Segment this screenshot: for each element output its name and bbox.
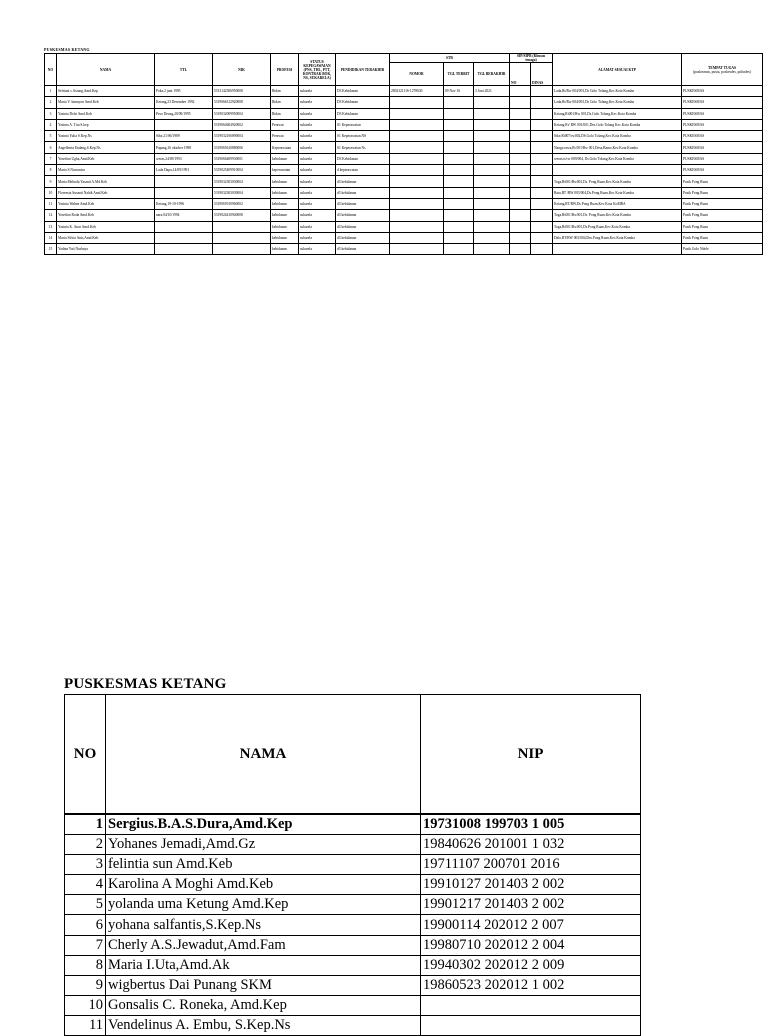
table-row: [65, 995, 641, 1015]
header-ttl: TTL: [155, 54, 213, 86]
table-row: [45, 153, 763, 164]
cell-profesi: Perawat: [271, 119, 299, 130]
header-tempat-sub: (puskesmas, pustu, poskesdes, polindes): [693, 69, 751, 74]
cell-sip-no: [510, 131, 531, 142]
cell-str-nomor: [390, 97, 444, 108]
cell-str-nomor: [390, 221, 444, 232]
cell-no: 11: [45, 198, 57, 209]
cell-ttl: [155, 244, 213, 255]
cell-nik: 5319024410940008: [213, 210, 271, 221]
header-alamat: ALAMAT SESUAI KTP: [553, 54, 682, 86]
cell-str-nomor: [390, 131, 444, 142]
cell-profesi: kebidanan: [271, 176, 299, 187]
cell-ttl: [155, 232, 213, 243]
cell-alamat: Lada,Rt/Rw 004/001,Ds Golo Tolang,Kec.Kota Komba: [553, 86, 682, 97]
cell-sip-dinas: [531, 153, 553, 164]
cell-status: sukarela: [299, 221, 336, 232]
cell-nama: Maria I.Uta,Amd.Ak: [106, 955, 421, 975]
header-nik: NIK: [213, 54, 271, 86]
cell-status: sukarela: [299, 153, 336, 164]
table-row: [65, 835, 641, 855]
cell-profesi: Bidan: [271, 97, 299, 108]
cell-pendidikan: d3 kebidanan: [336, 221, 390, 232]
cell-nip: [421, 995, 641, 1015]
cell-nip: 19910127 201403 2 002: [421, 875, 641, 895]
cell-str-berakhir: [474, 131, 510, 142]
cell-nip: 19711107 200701 2016: [421, 855, 641, 875]
cell-profesi: kebidanan: [271, 232, 299, 243]
table-row: [65, 875, 641, 895]
cell-pendidikan: d3 kebidanan: [336, 187, 390, 198]
cell-nama: Yasinta Delsi Amd.Keb: [57, 108, 155, 119]
cell-nama: Vendelinus A. Embu, S.Kep.Ns: [106, 1015, 421, 1035]
table-row: [45, 221, 763, 232]
cell-ttl: [155, 187, 213, 198]
cell-ttl: Ketang,19-10-1996: [155, 198, 213, 209]
cell-nip: 19731008 199703 1 005: [421, 814, 641, 835]
table-row: [45, 187, 763, 198]
cell-str-berakhir: [474, 176, 510, 187]
cell-nik: 5319065910960002: [213, 198, 271, 209]
cell-ttl: Lada Dapu,14/09/1991: [155, 165, 213, 176]
cell-str-berakhir: [474, 198, 510, 209]
cell-status: sukarela: [299, 176, 336, 187]
cell-profesi: kebidanan: [271, 187, 299, 198]
cell-nama: Yadina Yati Nurhaya: [57, 244, 155, 255]
cell-nik: [213, 244, 271, 255]
cell-no: 11: [65, 1015, 106, 1035]
cell-str-nomor: [390, 165, 444, 176]
cell-str-berakhir: [474, 153, 510, 164]
cell-sip-dinas: [531, 232, 553, 243]
cell-str-terbit: [444, 97, 474, 108]
cell-no: 15: [45, 244, 57, 255]
cell-nik: 5319032303030004: [213, 187, 271, 198]
cell-tempat: Pustk Pong Ruan: [682, 176, 763, 187]
cell-nama: yohana salfantis,S.Kep.Ns: [106, 915, 421, 935]
cell-str-terbit: [444, 165, 474, 176]
header-no: NO: [45, 54, 57, 86]
cell-pendidikan: D3 Kebidanan: [336, 108, 390, 119]
cell-str-nomor: 2802321116-1278630: [390, 86, 444, 97]
cell-no: 2: [65, 835, 106, 855]
cell-sip-no: [510, 119, 531, 130]
cell-str-nomor: [390, 232, 444, 243]
cell-sip-no: [510, 187, 531, 198]
cell-nip: 19980710 202012 2 004: [421, 935, 641, 955]
header-sip-no: NO: [510, 63, 531, 86]
cell-str-nomor: [390, 187, 444, 198]
cell-sip-dinas: [531, 142, 553, 153]
cell-no: 4: [65, 875, 106, 895]
cell-alamat: Nanga rawa,Rt 001/Rw 001,Desa,Bamo,Kec.Kota Komba: [553, 142, 682, 153]
cell-sip-no: [510, 210, 531, 221]
table-row: [65, 935, 641, 955]
cell-status: sukarela: [299, 198, 336, 209]
cell-profesi: kebidanan: [271, 198, 299, 209]
cell-profesi: kebidanan: [271, 244, 299, 255]
cell-alamat: Dalo,RT/RW 003/004,Des.Pong Ruan,Kec.Kota Komba: [553, 232, 682, 243]
cell-str-nomor: [390, 142, 444, 153]
cell-str-terbit: [444, 176, 474, 187]
cell-nip: [421, 1015, 641, 1035]
cell-sip-no: [510, 244, 531, 255]
cell-tempat: Pustk Pong Ruan: [682, 187, 763, 198]
cell-str-berakhir: [474, 210, 510, 221]
cell-alamat: Lada,Rt/Rw 004/001,Ds Golo Tolang,Kec.Kota Komba: [553, 97, 682, 108]
cell-sip-dinas: [531, 244, 553, 255]
table-row: [45, 210, 763, 221]
cell-nama: Yasinta Wahen Amd.Keb: [57, 198, 155, 209]
cell-no: 8: [65, 955, 106, 975]
cell-no: 5: [45, 131, 57, 142]
cell-ttl: nara,04/10/1994: [155, 210, 213, 221]
cell-str-nomor: [390, 153, 444, 164]
header-sip: SIP/SIPB (Khusus tenaga): [510, 54, 553, 63]
cell-str-berakhir: [474, 244, 510, 255]
cell-nip: 19901217 201403 2 002: [421, 895, 641, 915]
cell-profesi: Bidan: [271, 86, 299, 97]
cell-sip-no: [510, 153, 531, 164]
cell-status: sukarela: [299, 187, 336, 198]
table-row: [45, 198, 763, 209]
header-sip-dinas: DINAS: [531, 63, 553, 86]
cell-pendidikan: d3 kebidanan: [336, 176, 390, 187]
cell-no: 1: [45, 86, 57, 97]
cell-nik: 5313142306950008: [213, 86, 271, 97]
cell-nama: Angelberta Endang,S.Kep.Ns: [57, 142, 155, 153]
cell-nik: 5319032303030004: [213, 176, 271, 187]
cell-nama: felintia sun Amd.Keb: [106, 855, 421, 875]
cell-sip-no: [510, 142, 531, 153]
table-row: [45, 131, 763, 142]
cell-sip-dinas: [531, 131, 553, 142]
cell-str-nomor: [390, 198, 444, 209]
cell-str-berakhir: 3 Juni 2021: [474, 86, 510, 97]
table-row: [65, 955, 641, 975]
cell-status: sukarela: [299, 131, 336, 142]
staff-nip-rows: [65, 814, 641, 1036]
cell-nama: Maria S.Nawuntru: [57, 165, 155, 176]
cell-alamat: [553, 165, 682, 176]
cell-nik: 5319025409910004: [213, 165, 271, 176]
cell-ttl: [155, 221, 213, 232]
cell-pendidikan: d3 kebidanan: [336, 198, 390, 209]
cell-pendidikan: S1 Keperawatan.NS: [336, 131, 390, 142]
cell-nik: 5319064604920002: [213, 119, 271, 130]
cell-tempat: PUSKESMAS: [682, 108, 763, 119]
cell-nik: 5319032009950004: [213, 108, 271, 119]
cell-profesi: keperawatan: [271, 165, 299, 176]
table-row: [45, 176, 763, 187]
cell-no: 4: [45, 119, 57, 130]
cell-str-nomor: [390, 119, 444, 130]
cell-no: 3: [65, 855, 106, 875]
cell-pendidikan: d3 kebidanan: [336, 232, 390, 243]
cell-sip-dinas: [531, 119, 553, 130]
cell-sip-no: [510, 165, 531, 176]
cell-tempat: PUSKESMAS: [682, 86, 763, 97]
cell-profesi: Keperawatan: [271, 142, 299, 153]
cell-ttl: Sike,21/06/1989: [155, 131, 213, 142]
cell-nama: Maria V. Iamayon Amd.Keb: [57, 97, 155, 108]
cell-no: 2: [45, 97, 57, 108]
cell-nama: Yohanes Jemadi,Amd.Gz: [106, 835, 421, 855]
cell-no: 7: [45, 153, 57, 164]
cell-nama: Yasinta Yulia S.Kep.Ns: [57, 131, 155, 142]
cell-str-berakhir: [474, 221, 510, 232]
table-row: [45, 97, 763, 108]
cell-alamat: Toga,Rt001/Rw001,Ds. Pong Ruan,Kec.Kota Komba: [553, 210, 682, 221]
cell-pendidikan: S1 Keperawatan Ns: [336, 142, 390, 153]
cell-nama: Yasinta K. Anur Amd.Keb: [57, 221, 155, 232]
cell-no: 10: [65, 995, 106, 1015]
cell-tempat: Pustk Golo Ndele: [682, 244, 763, 255]
cell-sip-dinas: [531, 86, 553, 97]
cell-str-berakhir: [474, 108, 510, 119]
cell-str-terbit: [444, 221, 474, 232]
cell-nama: wigbertus Dai Punang SKM: [106, 975, 421, 995]
table-row: [65, 915, 641, 935]
cell-alamat: Toga,Rt001/Rw001,Ds. Pong Ruan,Kec.Kota Komba: [553, 176, 682, 187]
header-str: STR: [390, 54, 510, 63]
cell-nik: 5319066312920008: [213, 97, 271, 108]
cell-profesi: Bidan: [271, 108, 299, 119]
cell-nama: Yosefina Roda Amd.Keb: [57, 210, 155, 221]
bottom-sheet: [64, 674, 644, 1036]
cell-str-nomor: [390, 210, 444, 221]
cell-alamat: Sike,Rt007/rw002,DS.Golo Tolang,Kec.Kota Komba: [553, 131, 682, 142]
cell-sip-dinas: [531, 210, 553, 221]
cell-str-berakhir: [474, 232, 510, 243]
cell-no: 3: [45, 108, 57, 119]
cell-sip-no: [510, 176, 531, 187]
cell-str-terbit: [444, 131, 474, 142]
cell-status: sukarela: [299, 210, 336, 221]
cell-no: 6: [65, 915, 106, 935]
cell-sip-no: [510, 221, 531, 232]
cell-status: sukarela: [299, 165, 336, 176]
cell-str-berakhir: [474, 165, 510, 176]
cell-str-terbit: [444, 187, 474, 198]
table-row: [45, 86, 763, 97]
cell-tempat: PUSKESMAS: [682, 153, 763, 164]
table-row: [65, 975, 641, 995]
table-row: [65, 814, 641, 835]
cell-str-nomor: [390, 176, 444, 187]
cell-pendidikan: D3 Kebidanan: [336, 97, 390, 108]
cell-str-terbit: [444, 119, 474, 130]
cell-nik: 5319066409930001: [213, 153, 271, 164]
cell-nama: Karolina A Moghi Amd.Keb: [106, 875, 421, 895]
cell-status: sukarela: [299, 97, 336, 108]
header-str-nomor: NOMOR: [390, 63, 444, 86]
cell-profesi: kebidanan: [271, 153, 299, 164]
top-sheet-title: PUSKESMAS KETANG: [44, 47, 90, 52]
cell-profesi: Perawat: [271, 131, 299, 142]
cell-no: 14: [45, 232, 57, 243]
cell-sip-dinas: [531, 198, 553, 209]
cell-str-nomor: [390, 108, 444, 119]
cell-status: sukarela: [299, 244, 336, 255]
cell-sip-no: [510, 108, 531, 119]
cell-tempat: PUSKESMAS: [682, 142, 763, 153]
cell-ttl: [155, 119, 213, 130]
cell-profesi: kebidanan: [271, 210, 299, 221]
cell-ttl: Peso Deong,20/09/1995: [155, 108, 213, 119]
cell-no: 10: [45, 187, 57, 198]
table-row: [45, 232, 763, 243]
cell-no: 13: [45, 221, 57, 232]
cell-nama: Sefriani s.Astung,Amd.Kep: [57, 86, 155, 97]
cell-pendidikan: d3 kebidanan: [336, 210, 390, 221]
cell-pendidikan: d3 kebidanan: [336, 244, 390, 255]
table-row: [45, 119, 763, 130]
cell-pendidikan: d keperawatan: [336, 165, 390, 176]
cell-sip-no: [510, 232, 531, 243]
cell-alamat: [553, 244, 682, 255]
cell-pendidikan: S1 Keperawatan: [336, 119, 390, 130]
cell-sip-dinas: [531, 187, 553, 198]
cell-ttl: Papang,16 oktober 1988: [155, 142, 213, 153]
cell-sip-dinas: [531, 165, 553, 176]
table-row: [65, 855, 641, 875]
cell-tempat: Pustk Pong Ruan: [682, 221, 763, 232]
cell-nip: 19840626 201001 1 032: [421, 835, 641, 855]
table-row: [45, 244, 763, 255]
cell-status: sukarela: [299, 142, 336, 153]
cell-sip-no: [510, 86, 531, 97]
cell-nama: Yosefina Ugha,Amd.Keb: [57, 153, 155, 164]
cell-no: 9: [65, 975, 106, 995]
cell-no: 12: [45, 210, 57, 221]
cell-alamat: Ketang,RT/RW,Ds.Pong Ruan,Kec.Kota KoMBA: [553, 198, 682, 209]
cell-sip-dinas: [531, 176, 553, 187]
cell-nama: yolanda uma Ketung Amd.Kep: [106, 895, 421, 915]
cell-ttl: [155, 176, 213, 187]
cell-str-berakhir: [474, 187, 510, 198]
cell-no: 1: [65, 814, 106, 835]
table-row: [65, 1015, 641, 1035]
cell-nama: Gonsalis C. Roneka, Amd.Kep: [106, 995, 421, 1015]
cell-status: sukarela: [299, 86, 336, 97]
cell-alamat: Ketang Rt/ RW 001/001,Des.Golo Tolang Kec.Kota Komba: [553, 119, 682, 130]
cell-no: 9: [45, 176, 57, 187]
cell-tempat: PUSKESMAS: [682, 131, 763, 142]
cell-str-terbit: [444, 244, 474, 255]
cell-sip-no: [510, 97, 531, 108]
header-str-berakhir: TGL BERAKHIR: [474, 63, 510, 86]
header-no: NO: [65, 695, 106, 815]
header-str-terbit: TGL TERBIT: [444, 63, 474, 86]
cell-status: sukarela: [299, 232, 336, 243]
cell-pendidikan: D3 Kebidanan: [336, 153, 390, 164]
cell-no: 6: [45, 142, 57, 153]
cell-no: 5: [65, 895, 106, 915]
cell-sip-dinas: [531, 97, 553, 108]
cell-str-terbit: [444, 108, 474, 119]
cell-nama: Yasinta A. Titu S.kep: [57, 119, 155, 130]
cell-nama: Sergius.B.A.S.Dura,Amd.Kep: [106, 814, 421, 835]
cell-nip: 19860523 202012 1 002: [421, 975, 641, 995]
table-row: [65, 895, 641, 915]
cell-tempat: PUSKESMAS: [682, 97, 763, 108]
cell-sip-dinas: [531, 221, 553, 232]
cell-str-terbit: [444, 142, 474, 153]
cell-nik: 5319065610880006: [213, 142, 271, 153]
header-tempat: [682, 54, 763, 86]
cell-str-terbit: 09 Nov 16: [444, 86, 474, 97]
top-sheet: [44, 46, 751, 255]
header-nama: NAMA: [57, 54, 155, 86]
header-nama: NAMA: [106, 695, 421, 815]
cell-no: 7: [65, 935, 106, 955]
cell-alamat: Toga,Rt001/Rw001,Ds.Pong Ruan,Kec.Kota Komba: [553, 221, 682, 232]
cell-str-nomor: [390, 244, 444, 255]
bottom-sheet-title: PUSKESMAS KETANG: [64, 676, 227, 692]
header-status: STATUS KEPEGAWAIAN (PNS, THL, PTT, KONTRAK BOK, NS, SUKARELA): [299, 54, 336, 86]
cell-str-terbit: [444, 232, 474, 243]
cell-str-berakhir: [474, 97, 510, 108]
cell-str-terbit: [444, 210, 474, 221]
cell-nik: 5319032106890004: [213, 131, 271, 142]
staff-detail-table: [44, 53, 763, 255]
cell-str-berakhir: [474, 142, 510, 153]
cell-nip: 19940302 202012 2 009: [421, 955, 641, 975]
header-nip: NIP: [421, 695, 641, 815]
cell-str-terbit: [444, 153, 474, 164]
staff-detail-rows: [45, 86, 763, 255]
cell-tempat: Pustk Pong Ruan: [682, 232, 763, 243]
cell-status: sukarela: [299, 119, 336, 130]
table-row: [45, 108, 763, 119]
cell-tempat: Pustk Pong Ruan: [682, 198, 763, 209]
cell-ttl: Ketang,23 Desember 1992: [155, 97, 213, 108]
cell-nik: [213, 221, 271, 232]
table-row: [45, 165, 763, 176]
cell-profesi: kebidanan: [271, 221, 299, 232]
cell-sip-no: [510, 198, 531, 209]
cell-alamat: Ketang,Rt001/Rw 001,Ds.Golo Tolang,Kec.Kota Komba: [553, 108, 682, 119]
cell-nip: 19900114 202012 2 007: [421, 915, 641, 935]
cell-nama: Maria Silvia Anis,Amd.Keb: [57, 232, 155, 243]
cell-str-berakhir: [474, 119, 510, 130]
cell-ttl: Poka,2 juni 1995: [155, 86, 213, 97]
header-pendidikan: PENDIDIKAN TERAKHIR: [336, 54, 390, 86]
cell-no: 8: [45, 165, 57, 176]
cell-tempat: PUSKESMAS: [682, 165, 763, 176]
cell-tempat: Pustk Pong Ruan: [682, 210, 763, 221]
cell-nama: Maria Melinda Yasanti A.Md.Keb: [57, 176, 155, 187]
table-row: [45, 142, 763, 153]
cell-tempat: PUSKESMAS: [682, 119, 763, 130]
cell-ttl: weras,24/09/1993: [155, 153, 213, 164]
cell-nama: Cherly A.S.Jewadut,Amd.Fam: [106, 935, 421, 955]
cell-alamat: weras,rt/rw 009/004, Ds.Golo Tolang,Kec.Kota Komba: [553, 153, 682, 164]
header-tempat-label: TEMPAT TUGAS: [708, 65, 737, 70]
staff-nip-table: [64, 694, 641, 1036]
header-profesi: PROFESI: [271, 54, 299, 86]
cell-pendidikan: D3 Kebidanan: [336, 86, 390, 97]
cell-str-terbit: [444, 198, 474, 209]
cell-status: sukarela: [299, 108, 336, 119]
cell-alamat: Ratu,RT /RW 005/004,Ds.Pong Ruan,Kec Kota Komba: [553, 187, 682, 198]
cell-nama: Florensia Susanti Nahik Amd.Keb: [57, 187, 155, 198]
cell-nik: [213, 232, 271, 243]
cell-sip-dinas: [531, 108, 553, 119]
